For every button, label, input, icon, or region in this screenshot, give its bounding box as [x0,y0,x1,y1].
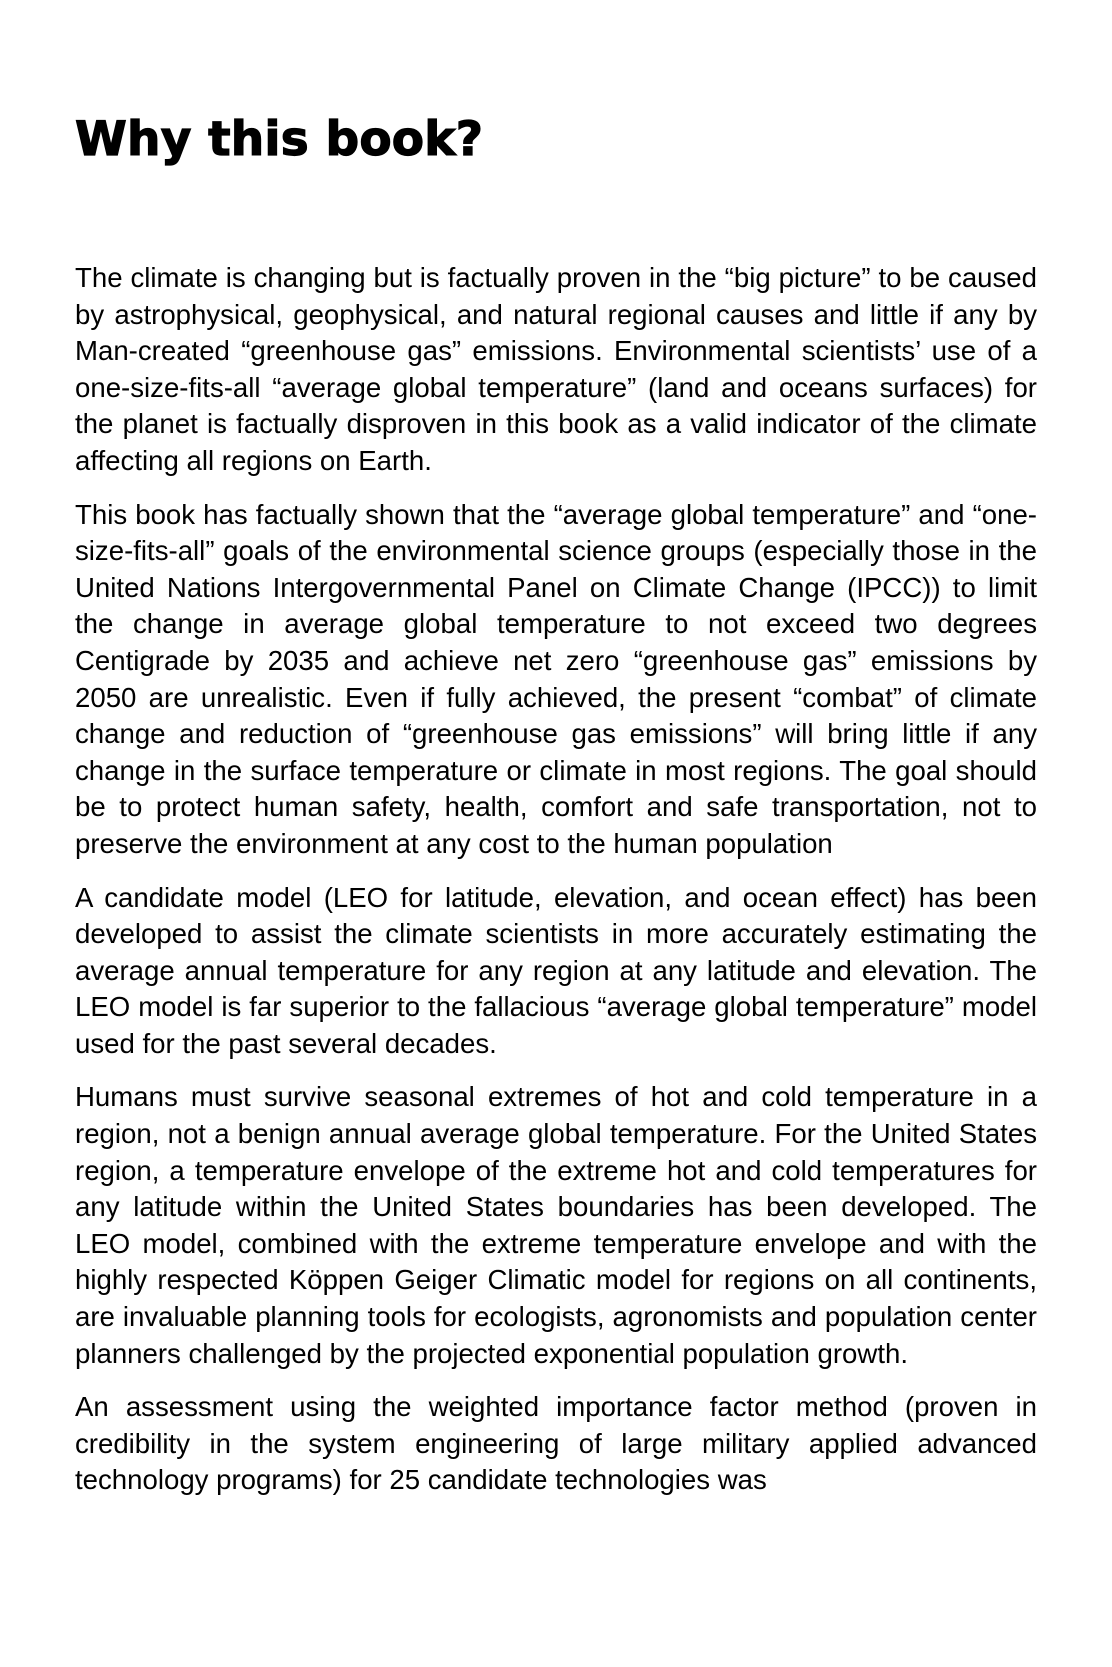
page-title: Why this book? [75,112,484,167]
paragraph-leo-model: A candidate model (LEO for latitude, elevation, and ocean effect) has been developed to assist the climate scientists in more accurately estimating the average annual temperature for any region at any latitude and elevation. The LEO model is far superior to the fallacious “average global temperature” model used for the past several decades. [75,881,1037,1059]
paragraph-assessment: An assessment using the weighted importance factor method (proven in credibility in the system engineering of large military applied advanced technology programs) for 25 candidate technologies was [75,1391,1037,1496]
paragraph-climate-causes: The climate is changing but is factually proven in the “big picture” to be caused by astrophysical, geophysical, and natural regional causes and little if any by Man-created “greenhouse gas” emissions. Environmental scientists’ use of a one-size-fits-all “average global temperature” (land and oceans surfaces) for the planet is factually disproven in this book as a valid indicator of the climate affecting all regions on Earth. [75,262,1037,476]
body-text [75,260,1037,1516]
paragraph-temperature-envelope: Humans must survive seasonal extremes of hot and cold temperature in a region, not a benign annual average global temperature. For the United States region, a temperature envelope of the extreme hot and cold temperatures for any latitude within the United States boundaries has been developed. The LEO model, combined with the extreme temperature envelope and with the highly respected Köppen Geiger Climatic model for regions on all continents, are invaluable planning tools for ecologists, agronomists and population center planners challenged by the projected exponential population growth. [75,1081,1037,1369]
paragraph-ipcc-goals: This book has factually shown that the “average global temperature” and “one-size-fits-all” goals of the environmental science groups (especially those in the United Nations Intergovernmental Panel on Climate Change (IPCC)) to limit the change in average global temperature to not exceed two degrees Centigrade by 2035 and achieve net zero “greenhouse gas” emissions by 2050 are unrealistic. Even if fully achieved, the present “combat” of climate change and reduction of “greenhouse gas emissions” will bring little if any change in the surface temperature or climate in most regions. The goal should be to protect human safety, health, comfort and safe transportation, not to preserve the environment at any cost to the human population [75,498,1037,859]
